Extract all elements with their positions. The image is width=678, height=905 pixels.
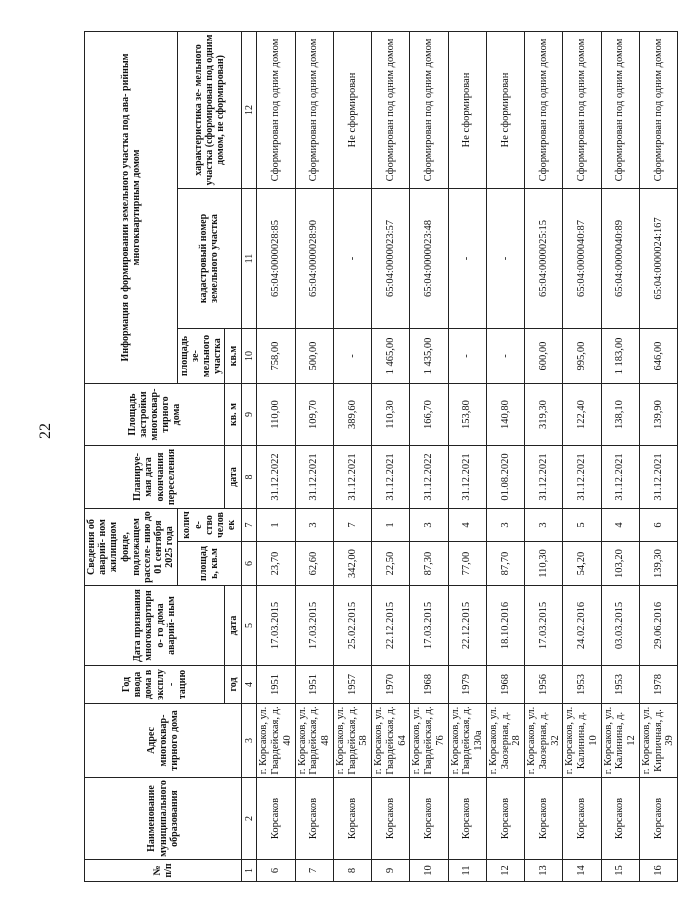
cell-recognition-date: 22.12.2015 xyxy=(372,586,410,666)
table-row xyxy=(601,31,639,881)
cell-residents: 1 xyxy=(257,509,295,542)
cell-year: 1951 xyxy=(257,666,295,704)
cell-recognition-date: 17.03.2015 xyxy=(257,586,295,666)
cell-land-area: 1 183,00 xyxy=(601,329,639,384)
cell-land-area: 758,00 xyxy=(257,329,295,384)
header-num: № п/п xyxy=(85,860,242,882)
page-number: 22 xyxy=(37,423,54,439)
header-year-commissioning: Год ввода дома в эксплу- тацию xyxy=(85,666,225,704)
cell-characteristic: Сформирован под одним домом xyxy=(639,31,677,188)
cell-address: г. Корсаков, ул. Калинина, д. 10 xyxy=(563,704,601,778)
table-row xyxy=(525,31,563,881)
header-sub-area-sqm: площадь, кв.м xyxy=(177,542,242,586)
cell-municipality: Корсаков xyxy=(525,778,563,860)
cell-area: 103,20 xyxy=(601,542,639,586)
header-row-1 xyxy=(85,31,178,881)
header-municipality: Наименование муниципального образования xyxy=(85,778,242,860)
column-number: 4 xyxy=(242,666,257,704)
cell-residents: 3 xyxy=(525,509,563,542)
cell-recognition-date: 17.03.2015 xyxy=(525,586,563,666)
cell-address: г. Корсаков, ул. Гвардейская, д. 64 xyxy=(372,704,410,778)
cell-residents: 3 xyxy=(486,509,524,542)
cell-built-area: 319,30 xyxy=(525,384,563,446)
cell-municipality: Корсаков xyxy=(257,778,295,860)
cell-planned-date: 31.12.2021 xyxy=(295,446,333,509)
header-emergency-info: Сведения об аварий- ном жилищном фонде, подлежащем расселе- нию до 01 сентября 2025 года xyxy=(85,509,178,586)
cell-residents: 5 xyxy=(563,509,601,542)
header-planned-date: Планируе- мая дата окончания переселения xyxy=(85,446,225,509)
cell-year: 1951 xyxy=(295,666,333,704)
cell-recognition-date: 29.06.2016 xyxy=(639,586,677,666)
column-number: 6 xyxy=(242,542,257,586)
cell-built-area: 140,80 xyxy=(486,384,524,446)
header-sub-residents: количе- ство человек xyxy=(177,509,242,542)
cell-municipality: Корсаков xyxy=(448,778,486,860)
column-number: 12 xyxy=(242,31,257,188)
cell-area: 342,00 xyxy=(333,542,371,586)
cell-year: 1970 xyxy=(372,666,410,704)
cell-characteristic: Сформирован под одним домом xyxy=(563,31,601,188)
header-sub-year: год xyxy=(225,666,242,704)
header-built-area: Площадь застройки многоквар- тирного дома xyxy=(85,384,225,446)
column-number: 3 xyxy=(242,704,257,778)
header-sub-land-unit: кв.м xyxy=(225,329,242,384)
cell-address: г. Корсаков, ул. Кирпичная, д. 39 xyxy=(639,704,677,778)
column-number-row xyxy=(242,31,257,881)
cell-cadastral: 65:04:0000028:85 xyxy=(257,189,295,329)
header-sub-date2: дата xyxy=(225,446,242,509)
column-number: 11 xyxy=(242,189,257,329)
cell-residents: 7 xyxy=(333,509,371,542)
table-row xyxy=(639,31,677,881)
cell-residents: 1 xyxy=(372,509,410,542)
cell-area: 22,50 xyxy=(372,542,410,586)
cell-land-area: 1 435,00 xyxy=(410,329,448,384)
cell-land-area: 600,00 xyxy=(525,329,563,384)
cell-address: г. Корсаков, ул. Гвардейская, д. 76 xyxy=(410,704,448,778)
cell-planned-date: 01.08.2020 xyxy=(486,446,524,509)
table-container xyxy=(84,32,676,882)
cell-num: 8 xyxy=(333,860,371,882)
cell-planned-date: 31.12.2021 xyxy=(525,446,563,509)
cell-characteristic: Сформирован под одним домом xyxy=(257,31,295,188)
cell-cadastral: 65:04:0000040:87 xyxy=(563,189,601,329)
cell-cadastral: 65:04:0000028:90 xyxy=(295,189,333,329)
header-characteristic: характеристика зе- мельного участка (сформирован под одним домом, не сформирован) xyxy=(177,31,242,188)
column-number: 5 xyxy=(242,586,257,666)
cell-land-area: - xyxy=(486,329,524,384)
cell-characteristic: Сформирован под одним домом xyxy=(372,31,410,188)
column-number: 9 xyxy=(242,384,257,446)
cell-planned-date: 31.12.2022 xyxy=(410,446,448,509)
table-row xyxy=(486,31,524,881)
header-cadastral: кадастровый номер земельного участка xyxy=(177,189,242,329)
cell-recognition-date: 17.03.2015 xyxy=(295,586,333,666)
cell-residents: 6 xyxy=(639,509,677,542)
cell-address: г. Корсаков, ул. Заозерная, д. 28 xyxy=(486,704,524,778)
table-row xyxy=(448,31,486,881)
cell-num: 16 xyxy=(639,860,677,882)
cell-residents: 3 xyxy=(295,509,333,542)
cell-cadastral: - xyxy=(486,189,524,329)
column-number: 10 xyxy=(242,329,257,384)
table-row xyxy=(563,31,601,881)
cell-num: 12 xyxy=(486,860,524,882)
cell-cadastral: 65:04:0000023:48 xyxy=(410,189,448,329)
emergency-housing-table xyxy=(84,31,678,882)
cell-planned-date: 31.12.2021 xyxy=(333,446,371,509)
cell-cadastral: 65:04:0000025:15 xyxy=(525,189,563,329)
cell-built-area: 122,40 xyxy=(563,384,601,446)
cell-built-area: 389,60 xyxy=(333,384,371,446)
cell-cadastral: 65:04:0000024:167 xyxy=(639,189,677,329)
cell-num: 14 xyxy=(563,860,601,882)
cell-num: 9 xyxy=(372,860,410,882)
cell-planned-date: 31.12.2022 xyxy=(257,446,295,509)
header-sub-built-unit: кв. м xyxy=(225,384,242,446)
cell-cadastral: - xyxy=(448,189,486,329)
table-row xyxy=(295,31,333,881)
column-number: 1 xyxy=(242,860,257,882)
cell-cadastral: - xyxy=(333,189,371,329)
cell-num: 13 xyxy=(525,860,563,882)
cell-municipality: Корсаков xyxy=(563,778,601,860)
cell-cadastral: 65:04:0000040:89 xyxy=(601,189,639,329)
cell-land-area: 995,00 xyxy=(563,329,601,384)
cell-recognition-date: 03.03.2015 xyxy=(601,586,639,666)
cell-cadastral: 65:04:0000023:57 xyxy=(372,189,410,329)
cell-land-area: 1 465,00 xyxy=(372,329,410,384)
table-row xyxy=(372,31,410,881)
cell-year: 1979 xyxy=(448,666,486,704)
column-number: 2 xyxy=(242,778,257,860)
cell-area: 139,30 xyxy=(639,542,677,586)
cell-area: 23,70 xyxy=(257,542,295,586)
cell-year: 1953 xyxy=(601,666,639,704)
cell-year: 1956 xyxy=(525,666,563,704)
cell-municipality: Корсаков xyxy=(601,778,639,860)
cell-year: 1968 xyxy=(410,666,448,704)
cell-recognition-date: 17.03.2015 xyxy=(410,586,448,666)
cell-built-area: 110,00 xyxy=(257,384,295,446)
cell-characteristic: Сформирован под одним домом xyxy=(525,31,563,188)
cell-characteristic: Не сформирован xyxy=(486,31,524,188)
cell-area: 54,20 xyxy=(563,542,601,586)
cell-planned-date: 31.12.2021 xyxy=(563,446,601,509)
cell-residents: 3 xyxy=(410,509,448,542)
cell-municipality: Корсаков xyxy=(639,778,677,860)
cell-area: 110,30 xyxy=(525,542,563,586)
cell-address: г. Корсаков, ул. Калинина, д. 12 xyxy=(601,704,639,778)
cell-municipality: Корсаков xyxy=(372,778,410,860)
cell-num: 11 xyxy=(448,860,486,882)
cell-address: г. Корсаков, ул. Заозерная, д. 32 xyxy=(525,704,563,778)
cell-year: 1978 xyxy=(639,666,677,704)
cell-recognition-date: 25.02.2015 xyxy=(333,586,371,666)
column-number: 8 xyxy=(242,446,257,509)
cell-address: г. Корсаков, ул. Гвардейская, д. 40 xyxy=(257,704,295,778)
cell-year: 1953 xyxy=(563,666,601,704)
cell-municipality: Корсаков xyxy=(295,778,333,860)
cell-area: 87,70 xyxy=(486,542,524,586)
cell-planned-date: 31.12.2021 xyxy=(639,446,677,509)
header-recognition-date: Дата признания многоквартирно- го дома аварий- ным xyxy=(85,586,225,666)
cell-planned-date: 31.12.2021 xyxy=(372,446,410,509)
cell-characteristic: Сформирован под одним домом xyxy=(410,31,448,188)
cell-num: 10 xyxy=(410,860,448,882)
cell-num: 15 xyxy=(601,860,639,882)
cell-address: г. Корсаков, ул. Гвардейская, д. 48 xyxy=(295,704,333,778)
header-land-info: Информация о формировании земельного участка под ава- рийным многоквартирным домом xyxy=(85,31,178,383)
cell-built-area: 153,80 xyxy=(448,384,486,446)
cell-area: 77,00 xyxy=(448,542,486,586)
cell-land-area: - xyxy=(448,329,486,384)
table-row xyxy=(410,31,448,881)
cell-built-area: 138,10 xyxy=(601,384,639,446)
cell-municipality: Корсаков xyxy=(333,778,371,860)
cell-characteristic: Не сформирован xyxy=(333,31,371,188)
table-row xyxy=(257,31,295,881)
cell-address: г. Корсаков, ул. Гвардейская, д. 58 xyxy=(333,704,371,778)
cell-year: 1968 xyxy=(486,666,524,704)
cell-residents: 4 xyxy=(448,509,486,542)
cell-year: 1957 xyxy=(333,666,371,704)
cell-planned-date: 31.12.2021 xyxy=(601,446,639,509)
cell-recognition-date: 24.02.2016 xyxy=(563,586,601,666)
cell-num: 6 xyxy=(257,860,295,882)
cell-municipality: Корсаков xyxy=(410,778,448,860)
cell-built-area: 109,70 xyxy=(295,384,333,446)
cell-built-area: 139,90 xyxy=(639,384,677,446)
cell-characteristic: Не сформирован xyxy=(448,31,486,188)
table-row xyxy=(333,31,371,881)
cell-num: 7 xyxy=(295,860,333,882)
cell-planned-date: 31.12.2021 xyxy=(448,446,486,509)
column-number: 7 xyxy=(242,509,257,542)
header-address: Адрес многоквар- тирного дома xyxy=(85,704,242,778)
cell-area: 87,30 xyxy=(410,542,448,586)
cell-characteristic: Сформирован под одним домом xyxy=(601,31,639,188)
cell-built-area: 110,30 xyxy=(372,384,410,446)
cell-land-area: 646,00 xyxy=(639,329,677,384)
cell-residents: 4 xyxy=(601,509,639,542)
header-sub-date: дата xyxy=(225,586,242,666)
cell-land-area: 500,00 xyxy=(295,329,333,384)
cell-address: г. Корсаков, ул. Гвардейская, д. 130а xyxy=(448,704,486,778)
cell-area: 62,60 xyxy=(295,542,333,586)
cell-built-area: 166,70 xyxy=(410,384,448,446)
cell-land-area: - xyxy=(333,329,371,384)
cell-recognition-date: 18.10.2016 xyxy=(486,586,524,666)
cell-recognition-date: 22.12.2015 xyxy=(448,586,486,666)
cell-municipality: Корсаков xyxy=(486,778,524,860)
cell-characteristic: Сформирован под одним домом xyxy=(295,31,333,188)
header-land-area: площадь зе- мельного участка xyxy=(177,329,225,384)
